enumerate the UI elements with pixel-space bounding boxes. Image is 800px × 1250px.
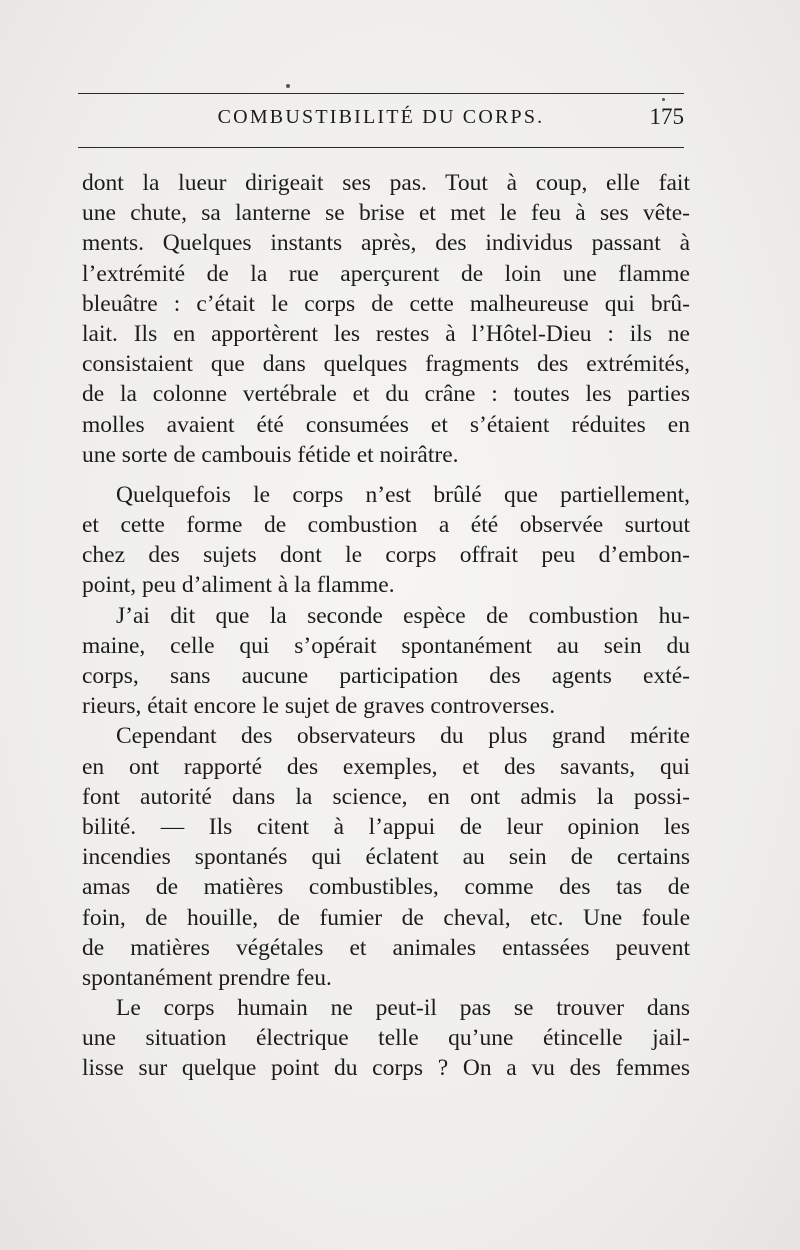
text-line: lait. Ils en apportèrent les restes à l’Hôtel-Dieu : ils ne [82,320,690,347]
text-line: lisse sur quelque point du corps ? On a vu des femmes [82,1055,690,1082]
running-header [78,104,684,138]
header-bottom-rule [78,147,684,148]
text-line: consistaient que dans quelques fragments des extrémités, [82,351,690,378]
text-line: Le corps humain ne peut-il pas se trouver dans [116,995,690,1022]
text-line: chez des sujets dont le corps offrait peu d’embon- [82,542,690,569]
text-line: Cependant des observateurs du plus grand mérite [116,723,690,750]
paragraph [82,721,690,993]
paragraph [82,168,690,470]
paragraph [82,480,690,601]
ink-speck [662,98,665,101]
text-line: foin, de houille, de fumier de cheval, etc. Une foule [82,904,690,931]
text-line: de matières végétales et animales entassées peuvent [82,934,690,961]
text-line: J’ai dit que la seconde espèce de combustion hu- [116,602,690,629]
header-top-rule [78,93,684,94]
text-line: spontanément prendre feu. [82,964,332,991]
ink-speck [286,84,290,88]
text-line: Quelquefois le corps n’est brûlé que partiellement, [116,481,690,508]
text-line: point, peu d’aliment à la flamme. [82,572,395,599]
text-line: une chute, sa lanterne se brise et met le feu à ses vête- [82,200,690,227]
text-line: une situation électrique telle qu’une étincelle jail- [82,1025,690,1052]
text-line: une sorte de cambouis fétide et noirâtre. [82,441,459,468]
text-line: bleuâtre : c’était le corps de cette malheureuse qui brû- [82,290,690,317]
text-line: incendies spontanés qui éclatent au sein de certains [82,844,690,871]
text-line: amas de matières combustibles, comme des tas de [82,874,690,901]
text-line: l’extrémité de la rue aperçurent de loin une flamme [82,260,690,287]
running-title: COMBUSTIBILITÉ DU CORPS. [217,106,545,128]
body-text [82,168,690,1084]
text-line: corps, sans aucune participation des agents exté- [82,663,690,689]
paragraph [82,993,690,1084]
text-line: ments. Quelques instants après, des individus passant à [82,230,690,257]
text-line: et cette forme de combustion a été observée surtout [82,512,690,539]
text-line: rieurs, était encore le sujet de graves controverses. [82,693,556,720]
text-line: de la colonne vertébrale et du crâne : toutes les parties [82,381,690,408]
text-line: maine, celle qui s’opérait spontanément au sein du [82,632,690,659]
text-line: molles avaient été consumées et s’étaient réduites en [82,411,690,438]
text-line: bilité. — Ils citent à l’appui de leur opinion les [82,813,690,840]
page-number: 175 [649,104,684,129]
paragraph [82,601,690,722]
text-line: en ont rapporté des exemples, et des savants, qui [82,753,690,780]
text-line: font autorité dans la science, en ont admis la possi- [82,783,690,810]
text-line: dont la lueur dirigeait ses pas. Tout à coup, elle fait [82,170,690,196]
